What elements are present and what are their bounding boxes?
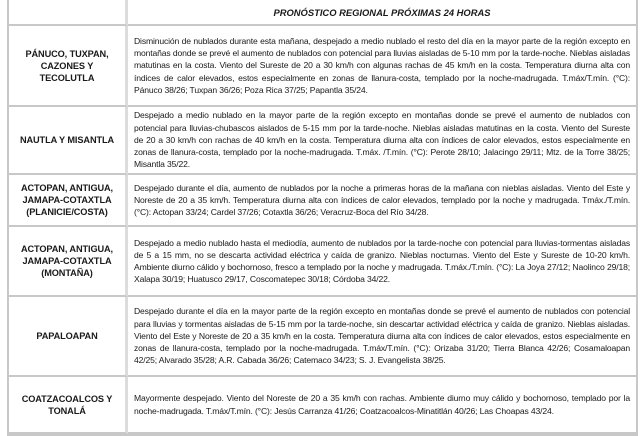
- table-row: [9, 377, 636, 434]
- table-row: [9, 227, 636, 297]
- region-name: PÁNUCO, TUXPAN, CAZONES Y TECOLUTLA: [9, 26, 128, 107]
- forecast-text: Despejado durante el día, aumento de nublados por la noche a primeras horas de la mañana con nieblas aisladas. Viento del Este y Noreste de 20 a 35 km/h. Temperatura diurna alta con índices de calor elevados, templado por la noche y madrugada. Tmáx./T.mín. (°C): Actopan 33/24; Cardel 37/26; Cotaxtla 36/26; Veracruz-Boca del Río 34/28.: [128, 175, 636, 227]
- regional-forecast-table-container: [7, 0, 634, 436]
- region-name: PAPALOAPAN: [9, 297, 128, 377]
- table-row: [9, 107, 636, 175]
- region-name: COATZACOALCOS Y TONALÁ: [9, 377, 128, 434]
- table-header-row: [9, 0, 636, 26]
- forecast-text: Despejado a medio nublado hasta el mediodía, aumento de nublados por la tarde-noche con potencial para lluvias-tormentas aisladas de 5 a 15 mm, no se descarta actividad eléctrica y caída de granizo. Nieblas nocturnas. Viento del Este y Sureste de 10-20 km/h. Ambiente diurno cálido y bochornoso, fresco a templado por la noche y madrugada. T.máx./T.mín. (°C): La Joya 27/12; Naolinco 29/18; Xalapa 30/19; Huatusco 29/17, Coscomatepec 30/18; Córdoba 34/22.: [128, 227, 636, 297]
- region-name: NAUTLA Y MISANTLA: [9, 107, 128, 175]
- region-name: ACTOPAN, ANTIGUA, JAMAPA-COTAXTLA (PLANICIE/COSTA): [9, 175, 128, 227]
- regional-forecast-table: [7, 0, 638, 436]
- header-region-cell: [9, 0, 128, 26]
- forecast-text: Mayormente despejado. Viento del Noreste de 20 a 35 km/h con rachas. Ambiente diurno muy cálido y bochornoso, templado por la noche-madrugada. T.máx/T.mín. (°C): Jesús Carranza 41/26; Coatzacoalcos-Minatitlán 40/26; Las Choapas 43/24.: [128, 377, 636, 434]
- forecast-text: Despejado durante el día en la mayor parte de la región excepto en montañas donde se prevé el aumento de nublados con potencial para lluvias y tormentas aisladas de 5-15 mm por la tarde-noche, sin descartar actividad eléctrica y caída de granizo. Nieblas aisladas. Viento del Este y Noreste de 20 a 35 km/h en la costa. Temperatura diurna alta con índices de calor elevados, estos especialmente en zonas de llanura-costa, templado por la noche-madrugada. T.máx/T.mín. (°C): Orizaba 31/20; Tierra Blanca 42/26; Cosamaloapan 42/25; Alvarado 35/28; A.R. Cabada 36/26; Catemaco 34/23; S. J. Evangelista 38/25.: [128, 297, 636, 377]
- forecast-text: Disminución de nublados durante esta mañana, despejado a medio nublado el resto del día en la mayor parte de la región excepto en montañas donde se prevé el aumento de nublados con potencial para lluvias aisladas de 5-10 mm por la tarde-noche. Nieblas aisladas matutinas en la costa. Viento del Sureste de 20 a 30 km/h con algunas rachas de 45 km/h en la costa. Temperatura diurna alta con índices de calor elevados, estos especialmente en zonas de llanura-costa, templado por la noche-madrugada. T.máx/T.mín. (°C): Pánuco 38/26; Tuxpan 36/26; Poza Rica 37/25; Papantla 35/24.: [128, 26, 636, 107]
- forecast-text: Despejado a medio nublado en la mayor parte de la región excepto en montañas donde se prevé el aumento de nublados con potencial para lluvias-chubascos aislados de 5-15 mm por la tarde-noche. Nieblas aisladas matutinas en la costa. Viento del Sureste de 20 a 30 km/h con rachas de 40 km/h en la costa. Temperatura diurna alta con índices de calor elevados, estos especialmente en zonas de llanura-costa, templado por la noche-madrugada. T.máx. /T.mín. (°C): Perote 28/10; Jalacingo 29/11; Mtz. de la Torre 38/25; Misantla 35/22.: [128, 107, 636, 175]
- region-name: ACTOPAN, ANTIGUA, JAMAPA-COTAXTLA (MONTAÑA): [9, 227, 128, 297]
- table-title: PRONÓSTICO REGIONAL PRÓXIMAS 24 HORAS: [128, 0, 636, 26]
- table-row: [9, 175, 636, 227]
- table-row: [9, 26, 636, 107]
- table-row: [9, 297, 636, 377]
